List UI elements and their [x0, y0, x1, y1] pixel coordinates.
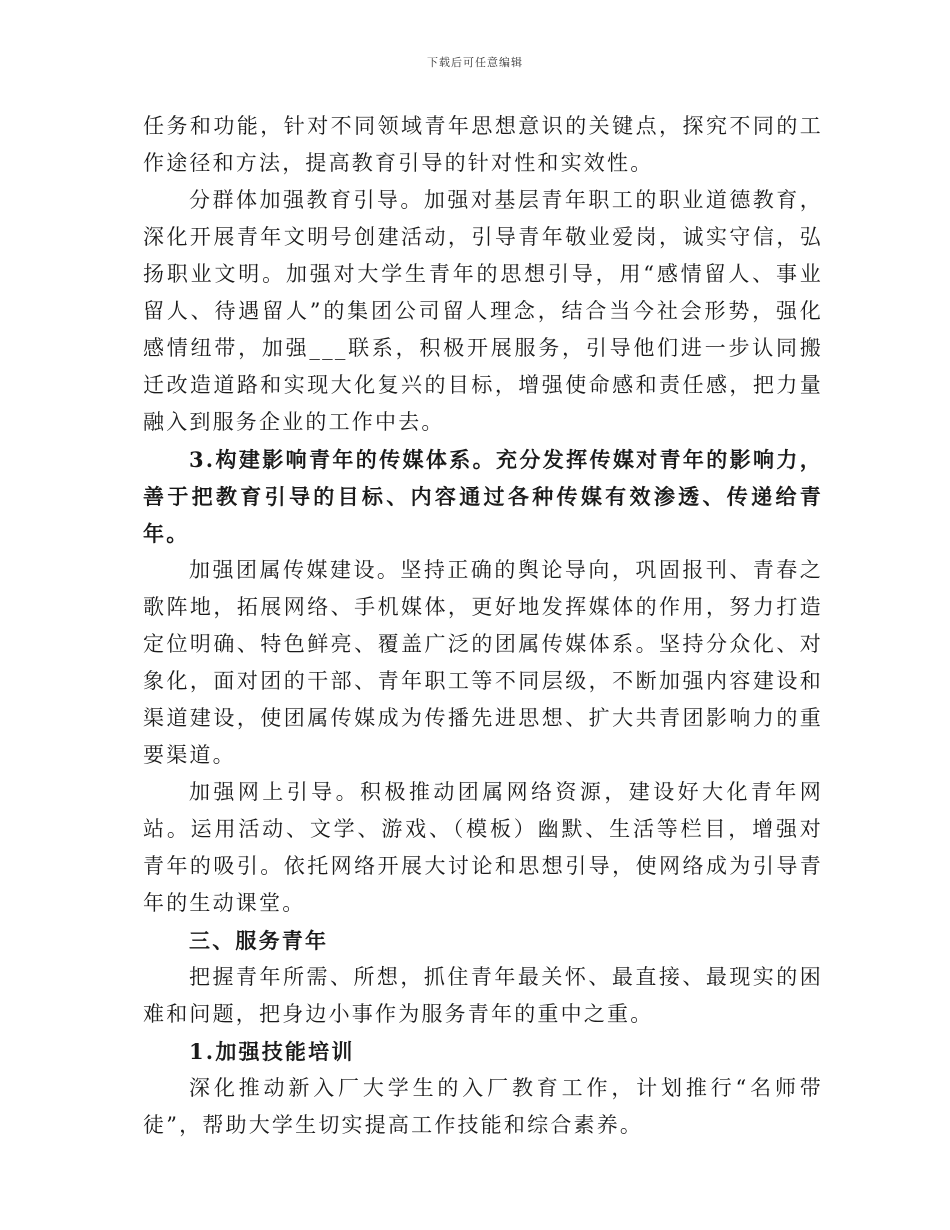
paragraph-online-guidance: 加强网上引导。积极推动团属网络资源，建设好大化青年网站。运用活动、文学、游戏、（模板）幽默、生活等栏目，增强对青年的吸引。依托网络开展大讨论和思想引导，使网络成为引导青年的生动课堂。 — [143, 780, 823, 915]
paragraph-group-guidance: 分群体加强教育引导。加强对基层青年职工的职业道德教育，深化开展青年文明号创建活动，引导青年敬业爱岗，诚实守信，弘扬职业文明。加强对大学生青年的思想引导，用“感情留人、事业留人、待遇留人”的集团公司留人理念，结合当今社会形势，强化感情纽带，加强___联系，积极开展服务，引导他们进一步认同搬迁改造道路和实现大化复兴的目标，增强使命感和责任感，把力量融入到服务企业的工作中去。 — [143, 188, 823, 434]
page-header: 下载后可任意编辑 — [427, 56, 523, 69]
paragraph-continuation: 任务和功能，针对不同领域青年思想意识的关键点，探究不同的工作途径和方法，提高教育引导的针对性和实效性。 — [143, 114, 823, 175]
paragraph-serve-youth: 把握青年所需、所想，抓住青年最关怀、最直接、最现实的困难和问题，把身边小事作为服务青年的重中之重。 — [143, 965, 823, 1026]
section-heading-serve-youth: 三、服务青年 — [189, 928, 329, 953]
paragraph-skill-training: 深化推动新入厂大学生的入厂教育工作，计划推行“名师带徒”，帮助大学生切实提高工作技能和综合素养。 — [143, 1076, 823, 1137]
heading-media-system: 3.构建影响青年的传媒体系。充分发挥传媒对青年的影响力，善于把教育引导的目标、内容通过各种传媒有效渗透、传递给青年。 — [143, 447, 823, 546]
heading-skill-training: 1.加强技能培训 — [189, 1039, 355, 1064]
paragraph-media-building: 加强团属传媒建设。坚持正确的舆论导向，巩固报刊、青春之歌阵地，拓展网络、手机媒体，更好地发挥媒体的作用，努力打造定位明确、特色鲜亮、覆盖广泛的团属传媒体系。坚持分众化、对象化，面对团的干部、青年职工等不同层级，不断加强内容建设和渠道建设，使团属传媒成为传播先进思想、扩大共青团影响力的重要渠道。 — [143, 558, 823, 767]
document-body — [143, 108, 823, 1144]
